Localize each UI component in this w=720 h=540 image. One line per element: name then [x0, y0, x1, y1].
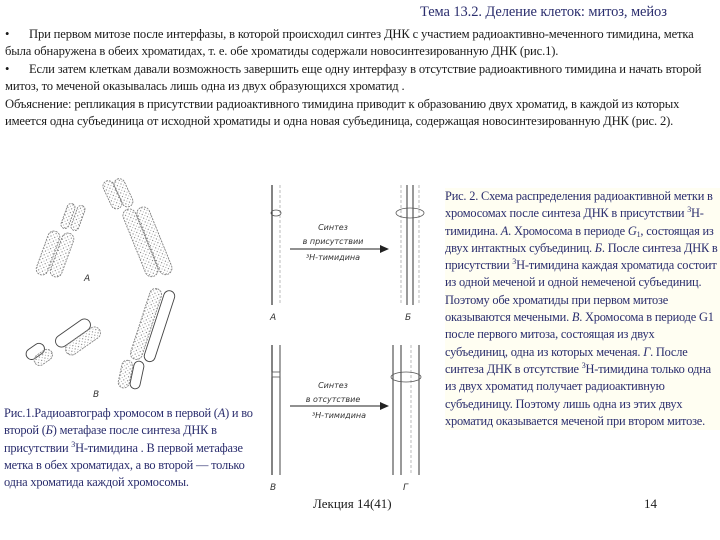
caption-text: , состоящая из двух интактных субъединиц. [445, 223, 714, 255]
figure-1-label-b: В [93, 390, 100, 400]
caption-text: Н-тимидина. [445, 206, 704, 238]
caption-superscript: 3 [512, 257, 517, 267]
caption-g1: G [627, 223, 637, 238]
paragraph-3 [5, 96, 710, 131]
caption-label-b: Б [594, 240, 602, 255]
bullet-icon: • [5, 61, 10, 76]
caption-superscript: 3 [687, 205, 692, 215]
figure-2-caption [445, 188, 720, 430]
paragraph-3-text: Объяснение: репликация в присутствии радиоактивного тимидина приводит к образованию двух хроматид, в каждой из которых имеется одна субъединица от исходной хроматиды и одна новая субъединица, содержащая новосинтезированную ДНК (рис. 2). [5, 96, 680, 129]
caption-subscript: 1 [636, 229, 641, 239]
arrow-bottom-line2: в отсутствие [305, 395, 361, 404]
figure-2-label-distribution-diagram [255, 180, 445, 510]
paragraph-1-text: При первом митозе после интерфазы, в которой происходил синтез ДНК с участием радиоактивно-меченного тимидина, метка была обнаружена в обеих хроматидах, т. е. обе хроматиды содержали новосинтезированную ДНК (рис.1). [5, 27, 694, 59]
caption-label-a: А [500, 223, 509, 238]
caption-text: . После синтеза ДНК в отсутствие [445, 344, 688, 376]
panel-top [269, 185, 424, 323]
arrow-top-line3: ³Н-тимидина [305, 253, 361, 262]
caption-text: . После синтеза ДНК в присутствии [445, 240, 718, 273]
arrow-bottom-line1: Синтез [318, 381, 348, 390]
caption-text: Н-тимидина только одна из двух хроматид получает радиоактивную субъединицу. Поэтому лишь одна из этих двух хроматид оказывается меченой при втором митозе. [445, 361, 711, 428]
paragraph-1 [5, 26, 710, 61]
arrow-top-line2: в присутствии [302, 237, 364, 246]
caption-text: ) и во второй ( [4, 406, 253, 438]
chromosome-b-small [24, 317, 103, 368]
figure-1-caption [4, 405, 254, 491]
paragraph-2 [5, 61, 710, 96]
chromosome-a-large [101, 177, 174, 279]
figure-2-label-v: В [270, 483, 277, 493]
bullet-icon: • [5, 27, 10, 41]
caption-superscript: 3 [71, 439, 76, 449]
caption-label-a: А [217, 406, 226, 420]
caption-text: Рис. 2. Схема распределения радиоактивной метки в хромосомах после синтеза ДНК в присутствии [445, 189, 713, 221]
caption-text: Рис.1.Радиоавтограф хромосом в первой ( [4, 406, 218, 420]
caption-label-b: Б [45, 423, 53, 438]
figure-1-chromosome-radioautograph [20, 175, 260, 400]
figure-2-label-a: А [270, 313, 277, 323]
paragraph-2-text: Если затем клеткам давали возможность завершить еще одну интерфазу в отсутствие радиоактивного тимидина и начать второй митоз, то меченой оказывалась лишь одна из двух образующихся хроматид . [5, 61, 702, 94]
figure-2-label-b: Б [405, 313, 412, 323]
chromosome-a-small [34, 202, 86, 278]
caption-text: Н-тимидина каждая хроматида состоит из одной меченой и одной немеченой субъединиц. Поэтому обе хроматиды при первом митозе оказываются мечеными. [445, 258, 717, 325]
caption-label-v: В [571, 310, 580, 325]
caption-text: . Хромосома в периоде G1 после первого митоза, состоящая из двух субъединиц, одна из которых меченая. [445, 310, 714, 359]
footer-lecture: Лекция 14(41) [313, 496, 392, 511]
page-number: 14 [644, 496, 657, 511]
panel-bottom [270, 345, 421, 493]
arrow-top-line1: Синтез [318, 223, 348, 232]
body-text [5, 26, 710, 130]
caption-label-g: Г [643, 344, 651, 359]
caption-text: ) метафазе после синтеза ДНК в присутствии [4, 423, 217, 455]
slide-title: Тема 13.2. Деление клеток: митоз, мейоз [420, 4, 667, 20]
figure-1-label-a: А [84, 274, 91, 284]
arrow-bottom-line3: ³Н-тимидина [311, 411, 367, 420]
caption-superscript: 3 [581, 360, 586, 370]
figure-2-label-g: Г [403, 483, 409, 493]
caption-text: . Хромосома в периоде [508, 223, 628, 238]
chromosome-b-large [117, 287, 176, 390]
caption-text: Н-тимидина . В первой метафазе метка в обех хроматидах, а во второй — только одна хроматида каждой хромосомы. [4, 440, 245, 490]
